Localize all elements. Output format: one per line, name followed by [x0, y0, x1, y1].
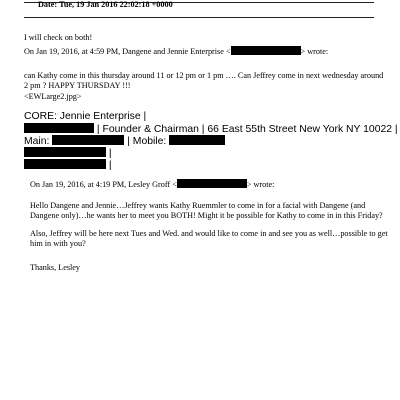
redaction-block: [177, 179, 247, 188]
attachment-name: <EWLarge2.jpg>: [24, 92, 82, 101]
signature-pipe: |: [108, 160, 112, 171]
redaction-block: [24, 123, 94, 133]
quote2-para2-line1: Also, Jeffrey will be here next Tues and Wed. and would like to come in and see you as well…possible to get: [30, 229, 388, 238]
signature-redacted-line2: [24, 159, 112, 172]
quote2-signoff: Thanks, Lesley: [30, 263, 81, 272]
quote1-body-line1: can Kathy come in this thursday around 11 or 12 pm or 1 pm …. Can Jeffrey come in next wednesday around: [24, 71, 384, 80]
signature-pipe: |: [108, 148, 112, 159]
redaction-block: [24, 159, 106, 169]
quote2-attribution-prefix: On Jan 19, 2016, at 4:19 PM, Lesley Groff <: [30, 180, 177, 189]
redaction-block: [24, 147, 106, 157]
signature-core-line: CORE: Jennie Enterprise |: [24, 111, 147, 122]
reply-text: I will check on both!: [24, 33, 93, 42]
email-date-line: [38, 0, 173, 10]
quote1-attribution-suffix: > wrote:: [300, 47, 329, 56]
quote1-attribution: [24, 46, 328, 57]
quote1-body-line2: 2 pm ? HAPPY THURSDAY !!!: [24, 81, 131, 90]
quote2-attribution: [30, 179, 274, 190]
main-phone-label: Main:: [24, 136, 50, 147]
date-label: Date:: [38, 0, 58, 9]
redaction-block: [169, 135, 225, 145]
header-bottom-divider: [24, 17, 374, 18]
quote2-para2-line2: him in with you?: [30, 239, 86, 248]
redaction-block: [231, 46, 301, 55]
quote2-attribution-suffix: > wrote:: [246, 180, 275, 189]
redaction-block: [52, 135, 124, 145]
quote2-para1-line1: Hello Dangene and Jennie…Jeffrey wants Kathy Ruemmler to come in for a facial with Dangene (and: [30, 201, 366, 210]
quote1-attribution-prefix: On Jan 19, 2016, at 4:59 PM, Dangene and Jennie Enterprise <: [24, 47, 231, 56]
quote2-para1-line2: Dangene only)…he wants her to meet you BOTH! Might it be possible for Kathy to come in in this Friday?: [30, 211, 383, 220]
mobile-phone-label: | Mobile:: [127, 136, 167, 147]
date-value: Tue, 19 Jan 2016 22:02:18 +0000: [59, 0, 173, 9]
signature-title-text: | Founder & Chairman | 66 East 55th Street New York NY 10022 |: [96, 124, 398, 135]
